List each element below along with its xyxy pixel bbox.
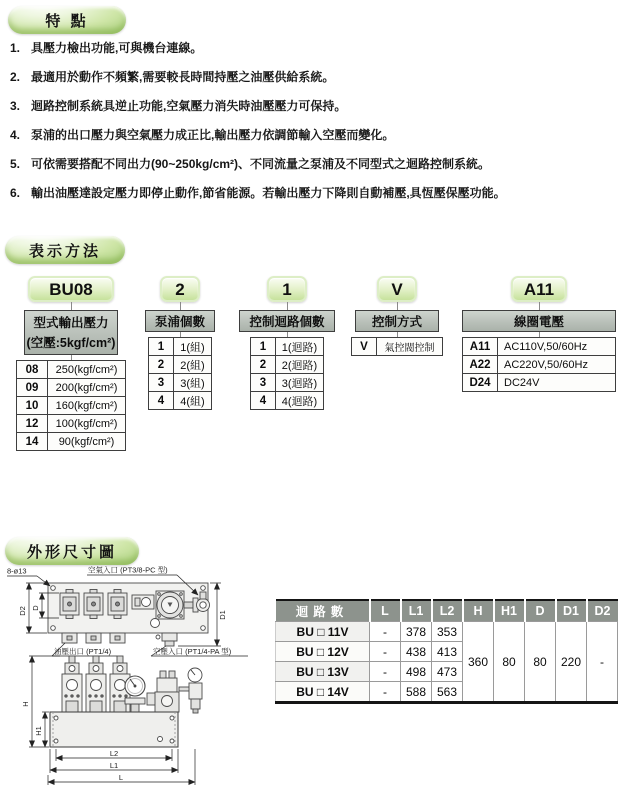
dim-l1-label: L1 [109, 761, 119, 770]
feature-item [10, 91, 614, 120]
dimension-table [275, 599, 618, 704]
feature-item [10, 62, 614, 91]
table-row: 3 3(組) [149, 374, 212, 392]
feature-number: 4. [10, 127, 21, 142]
model-segment-control-method [351, 276, 443, 356]
col-header: H1 [494, 600, 525, 622]
model-cell: BU □ 11V [276, 622, 370, 642]
feature-item [10, 178, 614, 207]
feature-number: 1. [10, 40, 21, 55]
table-row: BU □ 13V - 498 473 [276, 662, 618, 682]
model-cell: BU □ 12V [276, 642, 370, 662]
table-row: 2 2(迴路) [251, 356, 324, 374]
features-list [10, 33, 614, 207]
feature-text: 最適用於動作不頻繁,需要較長時間持壓之油壓供給系統。 [31, 70, 335, 84]
top-view [48, 583, 210, 646]
dim-d2-label: D2 [18, 606, 27, 616]
circuit-count-table [250, 337, 324, 410]
connector-line [397, 302, 398, 310]
model-segment-coil-voltage [462, 276, 616, 392]
col-header: L [370, 600, 401, 622]
table-row: BU □ 12V - 438 413 [276, 642, 618, 662]
connector-line [539, 302, 540, 310]
feature-text: 泵浦的出口壓力與空氣壓力成正比,輸出壓力依調節輸入空壓而變化。 [31, 128, 395, 142]
table-row: 3 3(迴路) [251, 374, 324, 392]
feature-number: 5. [10, 156, 21, 171]
segment-header [24, 310, 118, 355]
hole-label: 8-ø13 [7, 566, 27, 576]
dimension-drawing [5, 565, 270, 787]
pressure-code-table [16, 360, 126, 451]
col-header: D [525, 600, 556, 622]
designation-section-badge: 表示方法 [5, 236, 125, 264]
model-code-badge: A11 [511, 276, 567, 302]
segment-header: 泵浦個數 [145, 310, 215, 332]
feature-number: 2. [10, 69, 21, 84]
table-row: BU □ 11V - 378 353 360 80 80 220 - [276, 622, 618, 642]
model-segment-pressure [16, 276, 126, 451]
table-row: 14 90(kgf/cm²) [17, 433, 126, 451]
feature-item [10, 120, 614, 149]
dim-h1-label: H1 [34, 726, 43, 736]
model-cell: BU □ 14V [276, 682, 370, 703]
model-code-badge: BU08 [28, 276, 114, 302]
table-row: D24 DC24V [463, 374, 616, 392]
segment-header-line1: 型式輸出壓力 [33, 315, 109, 330]
table-row: BU □ 14V - 588 563 [276, 682, 618, 703]
feature-number: 6. [10, 185, 21, 200]
feature-item [10, 149, 614, 178]
col-header: H [463, 600, 494, 622]
merged-cell-h: 360 [463, 622, 494, 703]
table-row: A22 AC220V,50/60Hz [463, 356, 616, 374]
table-row: 1 1(迴路) [251, 338, 324, 356]
table-row: V 氣控閥控制 [352, 338, 443, 356]
table-row: 09 200(kgf/cm²) [17, 379, 126, 397]
control-method-table [351, 337, 443, 356]
merged-cell-d1: 220 [556, 622, 587, 703]
col-header: L2 [432, 600, 463, 622]
table-row: 12 100(kgf/cm²) [17, 415, 126, 433]
table-row: 4 4(組) [149, 392, 212, 410]
air-inlet-top-label: 空氣入口 (PT3/8-PC 型) [88, 565, 168, 575]
col-header: L1 [401, 600, 432, 622]
table-row: 2 2(組) [149, 356, 212, 374]
segment-header: 線圈電壓 [462, 310, 616, 332]
merged-cell-h1: 80 [494, 622, 525, 703]
table-row: 10 160(kgf/cm²) [17, 397, 126, 415]
dim-l-label: L [118, 773, 124, 782]
feature-text: 迴路控制系統具逆止功能,空氣壓力消失時油壓壓力可保持。 [31, 99, 347, 113]
dimension-table-header [276, 600, 618, 622]
outline-section-badge: 外形尺寸圖 [5, 537, 139, 565]
col-header: D2 [587, 600, 618, 622]
table-row: 4 4(迴路) [251, 392, 324, 410]
segment-header-line2: (空壓:5kgf/cm²) [26, 335, 116, 350]
coil-voltage-table [462, 337, 616, 392]
table-row: 1 1(組) [149, 338, 212, 356]
col-header: D1 [556, 600, 587, 622]
model-code-badge: V [377, 276, 417, 302]
features-section-badge: 特 點 [8, 6, 126, 34]
model-segment-circuit-count [239, 276, 335, 410]
table-row: A11 AC110V,50/60Hz [463, 338, 616, 356]
feature-item [10, 33, 614, 62]
col-header: 迴路數 [276, 600, 370, 622]
front-view [50, 656, 202, 747]
segment-header: 控制迴路個數 [239, 310, 335, 332]
model-cell: BU □ 13V [276, 662, 370, 682]
merged-cell-d2: - [587, 622, 618, 703]
model-code-badge: 1 [267, 276, 307, 302]
dim-h-label: H [21, 701, 30, 707]
table-row: 08 250(kgf/cm²) [17, 361, 126, 379]
feature-number: 3. [10, 98, 21, 113]
dim-l2-label: L2 [109, 749, 119, 758]
pump-count-table [148, 337, 212, 410]
dim-d-label: D [31, 605, 40, 611]
connector-line [287, 302, 288, 310]
connector-line [71, 302, 72, 310]
segment-header: 控制方式 [355, 310, 439, 332]
feature-text: 具壓力檢出功能,可與機台連線。 [31, 41, 203, 55]
feature-text: 輸出油壓達設定壓力即停止動作,節省能源。若輸出壓力下降則自動補壓,具恆壓保壓功能。 [31, 186, 506, 200]
model-segment-pump-count [145, 276, 215, 410]
merged-cell-d: 80 [525, 622, 556, 703]
feature-text: 可依需要搭配不同出力(90~250kg/cm²)、不同流量之泵浦及不同型式之迴路控制系統。 [31, 157, 491, 171]
air-inlet-bottom-label: 空壓入口 (PT1/4-PA 型) [153, 647, 232, 656]
dim-d1-label: D1 [218, 610, 227, 620]
connector-line [180, 302, 181, 310]
oil-outlet-label: 油壓出口 (PT1/4) [54, 647, 112, 656]
model-code-badge: 2 [160, 276, 200, 302]
